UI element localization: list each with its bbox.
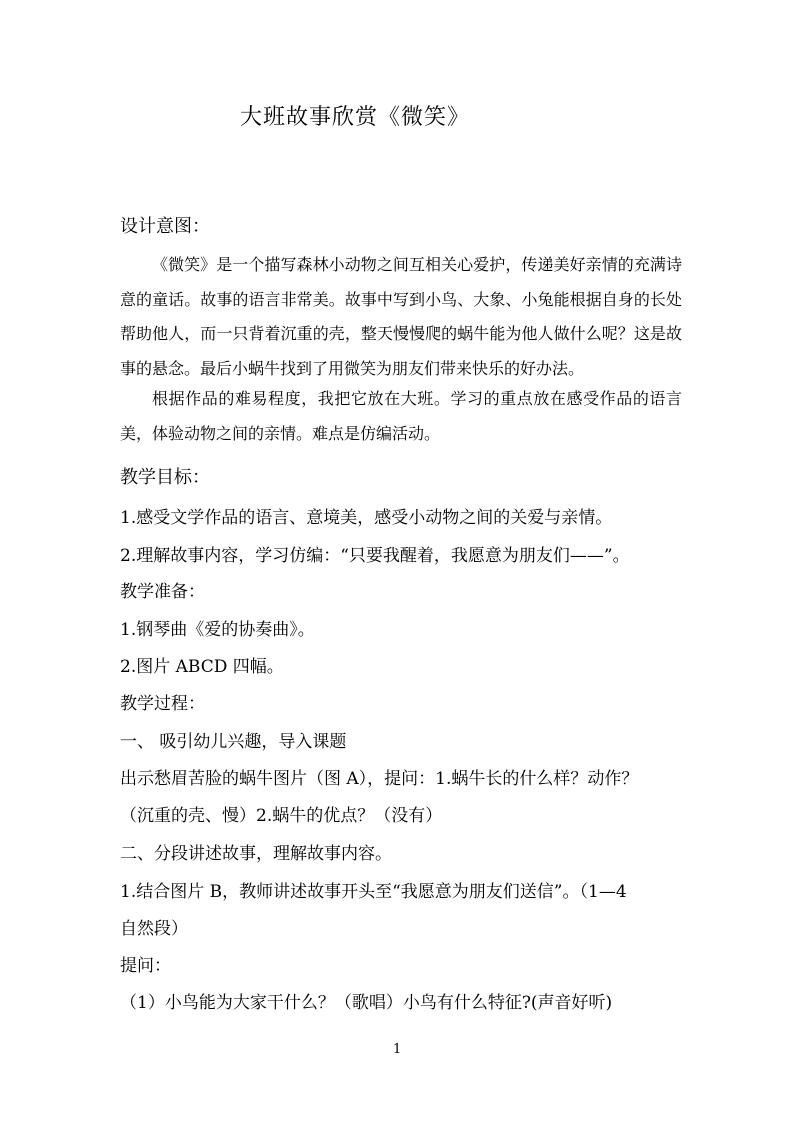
prep-item-2: 2.图片 ABCD 四幅。 xyxy=(120,657,284,677)
prep-heading: 教学准备： xyxy=(120,582,205,602)
step-2-text-line-1: 1.结合图片 B，教师讲述故事开头至“我愿意为朋友们送信”。（1—4 xyxy=(120,882,627,902)
goal-item-2: 2.理解故事内容，学习仿编：“只要我醒着，我愿意为朋友们——”。 xyxy=(120,546,630,566)
step-2-text-line-2: 自然段） xyxy=(120,919,188,939)
goals-heading: 教学目标： xyxy=(120,467,210,488)
design-paragraph-2: 根据作品的难易程度，我把它放在大班。学习的重点放在感受作品的语言美，体验动物之间的亲情。难点是仿编活动。 xyxy=(120,389,682,443)
ask-label: 提问： xyxy=(120,956,171,976)
step-1-text-line-2: （沉重的壳、慢）2.蜗牛的优点？（没有） xyxy=(120,806,443,826)
page-number: 1 xyxy=(393,1042,402,1057)
step-1-text-line-1: 出示愁眉苦脸的蜗牛图片（图 A），提问：1.蜗牛长的什么样？动作？ xyxy=(120,769,639,789)
prep-item-1: 1.钢琴曲《爱的协奏曲》。 xyxy=(120,620,315,640)
process-heading: 教学过程： xyxy=(120,694,205,714)
question-1: （1）小鸟能为大家干什么？（歌唱）小鸟有什么特征?(声音好听) xyxy=(120,993,613,1013)
goal-item-1: 1.感受文学作品的语言、意境美，感受小动物之间的关爱与亲情。 xyxy=(120,508,613,528)
design-heading: 设计意图： xyxy=(120,216,210,237)
step-1-heading: 一、 吸引幼儿兴趣，导入课题 xyxy=(120,732,347,752)
document-title: 大班故事欣赏《微笑》 xyxy=(240,105,471,130)
design-paragraph-1: 《微笑》是一个描写森林小动物之间互相关心爱护，传递美好亲情的充满诗意的童话。故事的语言非常美。故事中写到小鸟、大象、小兔能根据自身的长处帮助他人，而一只背着沉重的壳，整天慢慢爬的蜗牛能为他人做什么呢？这是故事的悬念。最后小蜗牛找到了用微笑为朋友们带来快乐的好办法。 xyxy=(120,255,682,378)
step-2-heading: 二、分段讲述故事，理解故事内容。 xyxy=(120,844,392,864)
